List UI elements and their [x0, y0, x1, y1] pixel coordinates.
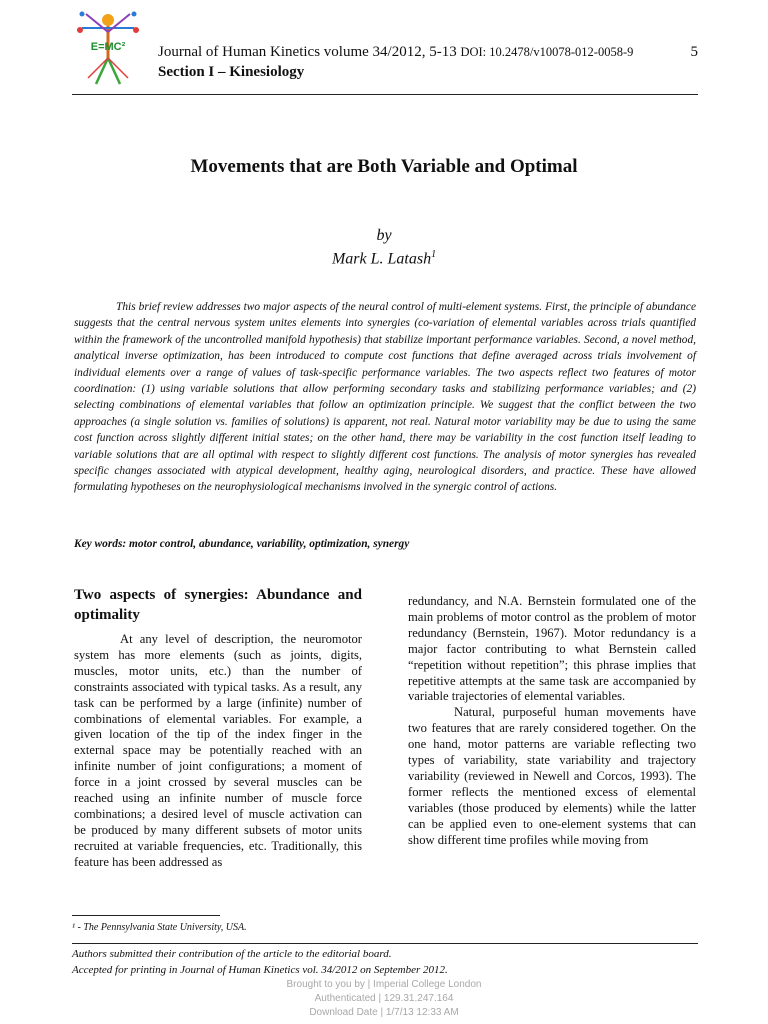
footnote-divider — [72, 915, 220, 916]
page-number: 5 — [690, 44, 698, 60]
keywords: Key words: motor control, abundance, variability, optimization, synergy — [74, 538, 410, 550]
journal-citation — [158, 44, 698, 61]
footer-note: Authors submitted their contribution of the article to the editorial board. — [72, 948, 392, 960]
download-watermark: Authenticated | 129.31.247.164 — [314, 993, 454, 1004]
paragraph: At any level of description, the neuromotor system has more elements (such as joints, digits, muscles, motor units, etc.) than the number of constraints associated with typical tasks. As a result, any task can be performed by a large (infinite) number of combinations of elemental variables. For example, a given location of the tip of the index finger in the external space may be potentially reached with an infinite number of joint configurations; a moment of force in a joint crossed by several muscles can be reached using an infinite number of muscle force combinations; a desired level of muscle activation can be produced by many different subsets of motor units recruited at variable frequencies, etc. Traditionally, this feature has been addressed as — [74, 632, 362, 869]
header-divider — [72, 94, 698, 95]
doi: DOI: 10.2478/v10078-012-0058-9 — [460, 45, 634, 59]
svg-text:E=MC²: E=MC² — [90, 41, 126, 53]
body-column-left — [74, 632, 362, 871]
section-heading: Two aspects of synergies: Abundance and optimality — [74, 587, 362, 623]
paragraph: Natural, purposeful human movements have two features that are rarely considered together. On the one hand, motor patterns are variable reflecting two types of variability, state variability and trajectory variability (reviewed in Newell and Corcos, 1993). The former reflects the mentioned excess of elemental variables (those produced by elements) while the latter can be applied even to one-element systems that can show different time profiles while moving from — [408, 705, 696, 847]
affiliation-mark: 1 — [431, 249, 437, 260]
abstract: This brief review addresses two major aspects of the neural control of multi-element systems. First, the principle of abundance suggests that the central nervous system unites elements into synergies (co-variation of elemental variables across trials quantified within the framework of the uncontrolled manifold hypothesis) that stabilize important performance variables. Second, a novel method, analytical inverse optimization, has been introduced to compute cost functions that define averaged across trials involvement of individual elements over a range of values of task-specific performance variables. The two aspects reflect two features of motor coordination: (1) using variable solutions that allow performing secondary tasks and stabilizing performance variables; and (2) selecting combinations of elemental variables that follow an optimization principle. We suggest that the conflict between the two approaches (a single solution vs. families of solutions) is apparent, not real. Natural motor variability may be due to using the same cost function across slightly different initial states; on the other hand, there may be variability in the cost function itself leading to variable solutions that are all optimal with respect to slightly different cost functions. The analysis of motor synergies has revealed specific changes associated with atypical development, healthy aging, neurological disorders, and practice. These have allowed formulating hypotheses on the neurophysiological mechanisms involved in the synergic control of actions. — [74, 301, 696, 494]
footer-note: Accepted for printing in Journal of Human Kinetics vol. 34/2012 on September 2012. — [72, 964, 448, 976]
download-watermark: Download Date | 1/7/13 12:33 AM — [309, 1007, 459, 1018]
author-text: Mark L. Latash — [331, 250, 432, 268]
journal-logo — [68, 8, 152, 88]
body-column-right — [408, 594, 696, 849]
download-watermark: Brought to you by | Imperial College London — [286, 979, 482, 990]
author-name — [0, 249, 768, 268]
byline-by: by — [376, 227, 392, 244]
section-label: Section I – Kinesiology — [158, 64, 305, 80]
footer-divider — [72, 943, 698, 944]
journal-name: Journal of Human Kinetics volume 34/2012, 5-13 — [158, 44, 457, 60]
article-title: Movements that are Both Variable and Optimal — [190, 156, 578, 177]
footnote: ¹ - The Pennsylvania State University, USA. — [72, 922, 247, 933]
paragraph: redundancy, and N.A. Bernstein formulated one of the main problems of motor control as the problem of motor redundancy (Bernstein, 1967). Motor redundancy is a major factor contributing to what Bernstein called “repetition without repetition”; this phrase implies that repetitive attempts at the same task are accompanied by variable trajectories of elemental variables. — [408, 594, 696, 704]
